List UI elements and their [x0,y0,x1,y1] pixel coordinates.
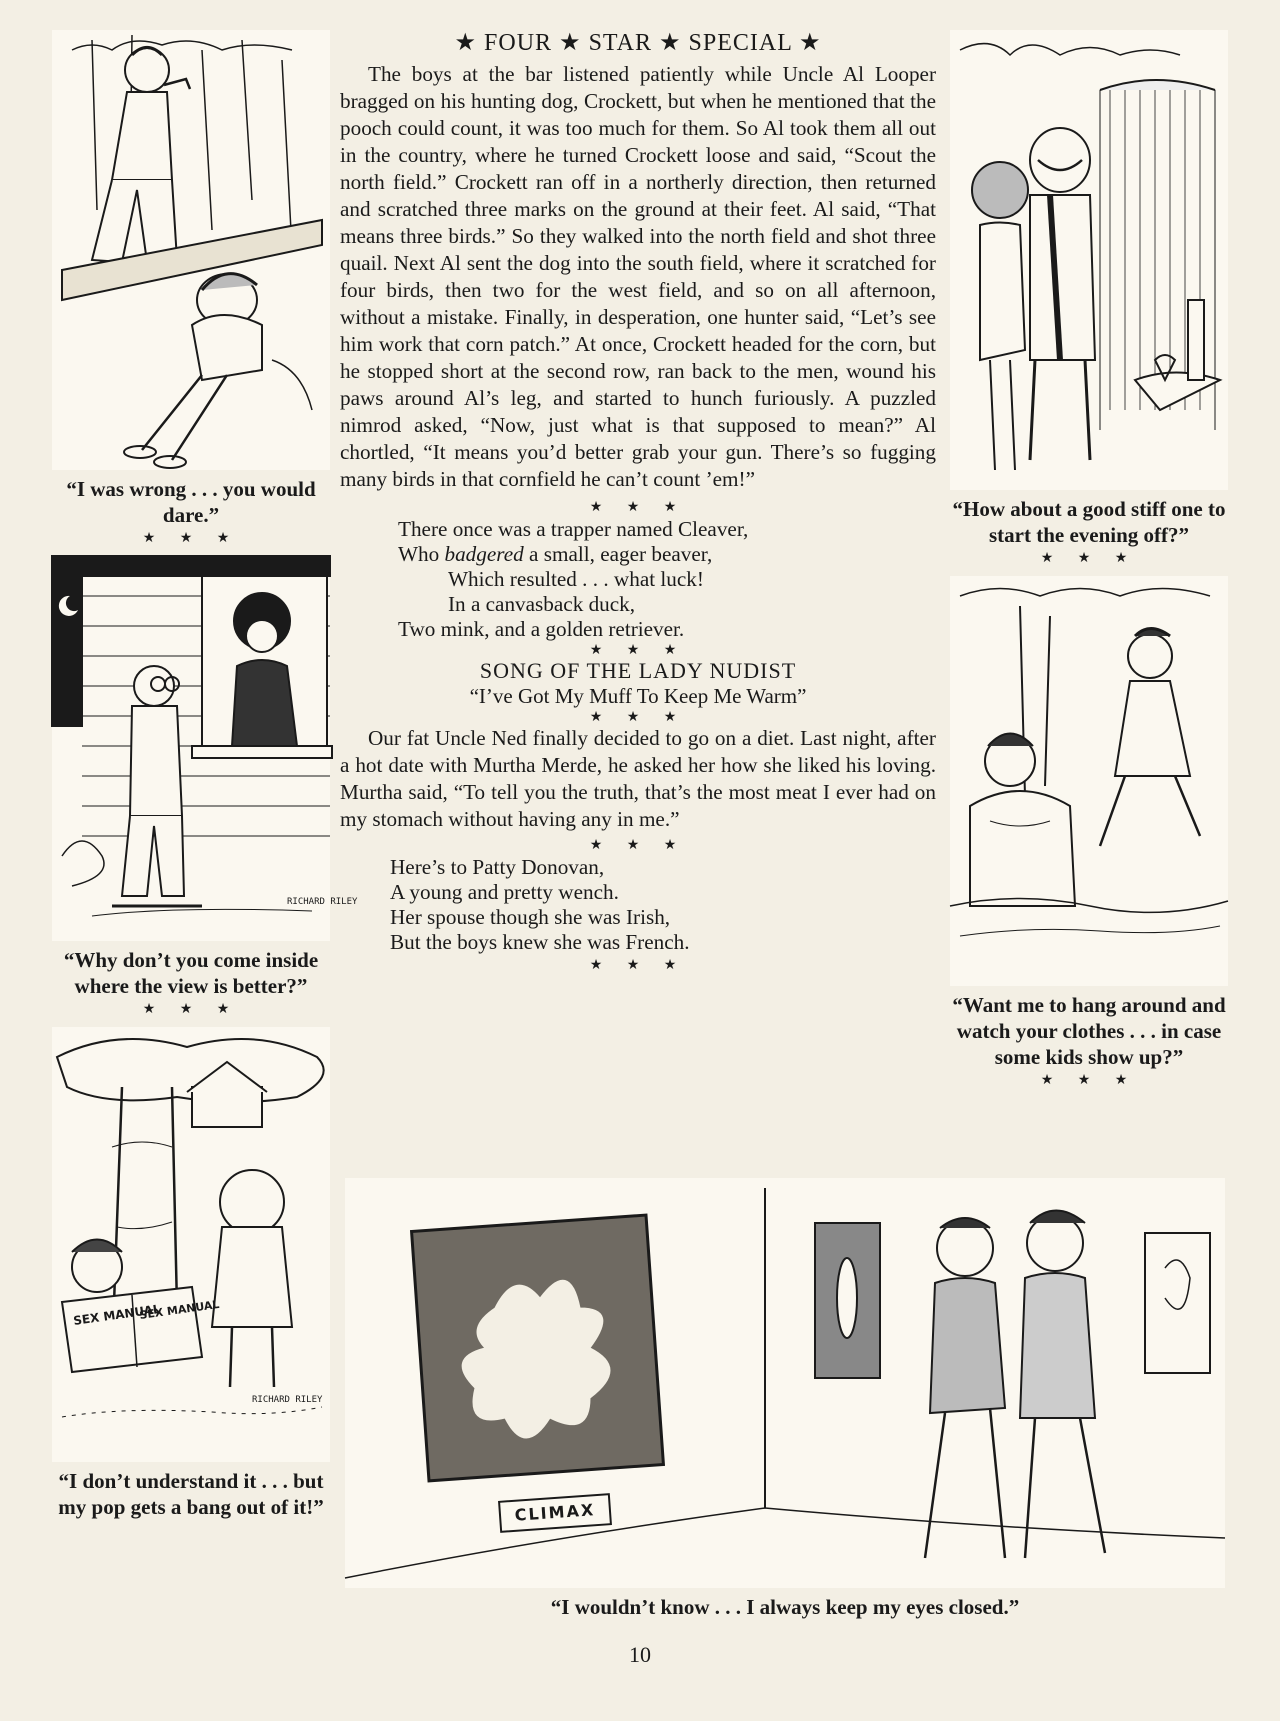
toast-line: But the boys knew she was French. [390,930,690,954]
section-stars: ★ ★ ★ [1040,550,1138,566]
section-stars: ★ ★ ★ [589,837,687,853]
uncle-ned-joke: Our fat Uncle Ned finally decided to go on a diet. Last night, after a hot date with Murtha Merde, he asked her how she liked his loving. Murtha said, “To tell you the truth, that’s the most meat I ever had on my stomach without having any in me.” [340,726,936,831]
section-stars: ★ ★ ★ [589,709,687,725]
cartoon-2-signature: RICHARD RILEY [287,897,358,907]
cartoon-2-caption: “Why don’t you come inside where the view is better?” [63,948,319,998]
cartoon-3-caption: “I don’t understand it . . . but my pop gets a bang out of it!” [58,1469,324,1519]
page-number: 10 [629,1642,651,1667]
cartoon-5-caption: “Want me to hang around and watch your clothes . . . in case some kids show up?” [952,993,1226,1069]
cartoon-cocktail-couple-drawing [950,30,1228,490]
limerick-text: a small, eager beaver, [523,542,713,566]
bottom-cartoon-caption: “I wouldn’t know . . . I always keep my eyes closed.” [550,1595,1020,1619]
toast-line: Here’s to Patty Donovan, [390,855,605,879]
limerick-line: In a canvasback duck, [448,592,636,616]
cartoon-kids-manual-drawing [52,1027,330,1462]
cartoon-art-gallery-drawing [345,1178,1225,1588]
toast-line: Her spouse though she was Irish, [390,905,671,929]
limerick [398,517,936,642]
cartoon-1-caption: “I was wrong . . . you would dare.” [66,477,316,527]
cartoon-3-signature: RICHARD RILEY [252,1395,323,1405]
left-column [52,30,358,1520]
limerick-line: Two mink, and a golden retriever. [398,617,685,641]
cartoon-swimming-hole [950,576,1228,986]
section-stars: ★ ★ ★ [589,642,687,658]
song-subtitle: “I’ve Got My Muff To Keep Me Warm” [469,684,807,708]
book-label-left: SEX MANUAL [72,1301,162,1328]
section-stars: ★ ★ ★ [1040,1072,1138,1088]
cartoon-cocktail-couple [950,30,1228,490]
section-stars: ★ ★ ★ [142,530,240,546]
page-header: ★ FOUR ★ STAR ★ SPECIAL ★ [454,30,822,56]
limerick-emphasis: badgered [444,542,524,566]
cartoon-art-gallery [345,1178,1225,1588]
cartoon-kids-manual [52,1027,330,1462]
toast-line: A young and pretty wench. [390,880,619,904]
cartoon-window-view [52,556,358,941]
limerick-text: Who [398,542,445,566]
limerick-line: Which resulted . . . what luck! [448,567,704,591]
song-title: SONG OF THE LADY NUDIST [479,658,797,683]
hunting-dog-story: The boys at the bar listened patiently while Uncle Al Looper bragged on his hunting dog, Crockett, but when he mentioned that the pooch could count, it was too much for them. So Al took them all out in the country, where he turned Crockett loose and said, “Scout the north field.” Crockett ran off in a northerly direction, then returned and scratched three marks on the ground at their feet. Al said, “That means three birds.” So they walked into the north field and shot three quail. Next Al sent the dog into the south field, where it scratched for four birds, then two for the west field, and so on all afternoon, without a mistake. Finally, in desperation, one hunter said, “Let’s see him work that corn patch.” At once, Crockett headed for the corn, but he stopped short at the second row, ran back to the men, wound his paws around Al’s leg, and started to hunch furiously. A puzzled nimrod asked, “Now, just what is that supposed to mean?” Al chortled, “It means you’d better grab your gun. There’s so fugging many birds in that cornfield he can’t count ’em!” [340,62,936,491]
limerick-line: There once was a trapper named Cleaver, [398,517,749,541]
center-column [340,28,936,973]
painting-label: CLIMAX [514,1500,596,1525]
section-stars: ★ ★ ★ [142,1001,240,1017]
cartoon-window-view-drawing [52,556,358,941]
cartoon-4-caption: “How about a good stiff one to start the evening off?” [952,497,1226,547]
section-stars: ★ ★ ★ [589,499,687,515]
cartoon-swimming-hole-drawing [950,576,1228,986]
section-stars: ★ ★ ★ [589,957,687,973]
cartoon-tree-couple-drawing [52,30,330,470]
book-label-right: SEX MANUAL [138,1297,221,1322]
toast-verse [390,855,936,955]
limerick-line [398,542,936,567]
cartoon-tree-couple [52,30,330,470]
right-column [950,30,1228,1098]
